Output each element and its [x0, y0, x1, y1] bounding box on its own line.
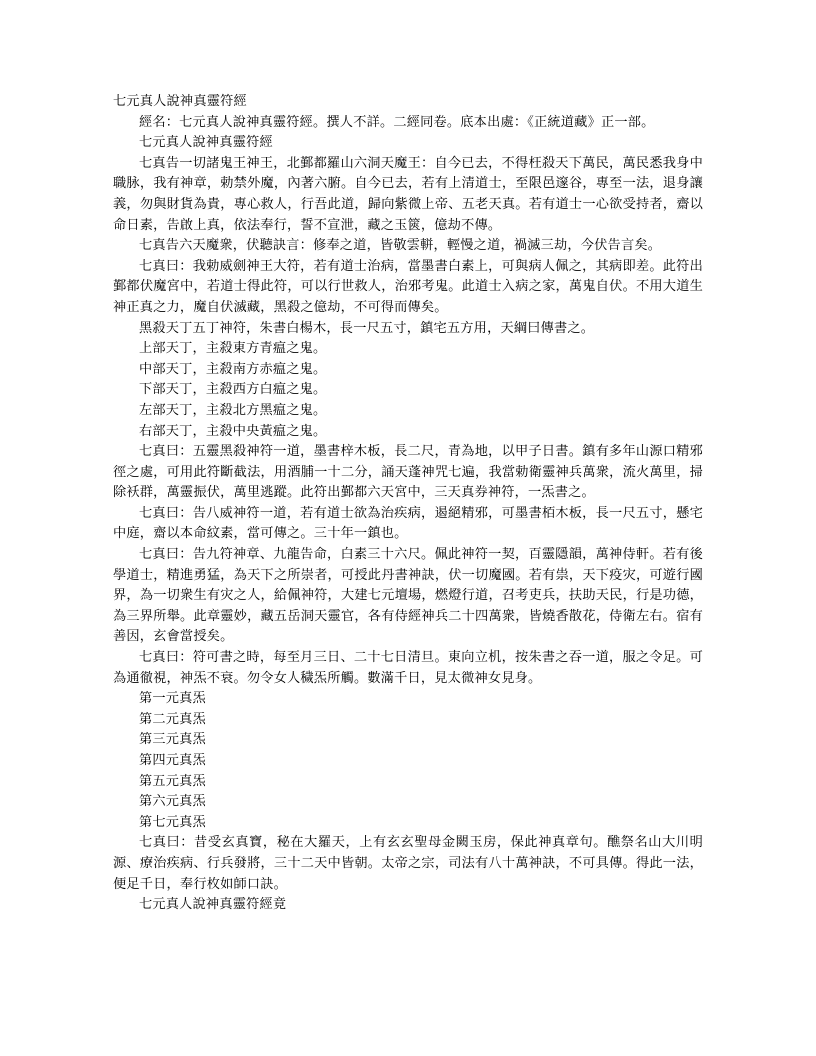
document-line: 七元真人說神真靈符經竟	[139, 897, 287, 913]
document-line: 七真曰：昔受玄真寶，秘在大羅天，上有玄玄聖母金闕玉房，保此神真章句。醮祭名山大川明源、療治疾病、行兵發將，三十二天中皆朝。太帝之宗，司法有八十萬神訣，不可具傳。得此一法，便足千日，奉行枚如師口訣。	[113, 835, 703, 892]
document-line: 第二元真炁	[139, 711, 206, 727]
document-line: 七真告六天魔衆，伏聽訣言：修奉之道，皆敬雲軿，輕慢之道，禍滅三劫，今伏告言矣。	[139, 238, 662, 254]
document-line: 第七元真炁	[139, 814, 206, 830]
document-line: 七元真人說神真靈符經	[139, 135, 273, 151]
document-line: 七真告一切諸鬼王神王，北鄞都羅山六洞天魔王：自今已去，不得枉殺天下萬民，萬民悉我身中職脉，我有神章，勅禁外魔，內著六腑。自今已去，若有上清道士，至限邑邃谷，專至一法，退身讓義，勿與財貨為貴，專心救人，行吾此道，歸向紫微上帝、五老天真。若有道士一心欲受持者，齋以命日素，告啟上真，依法奉行，誓不宣泄，藏之玉篋，億劫不傳。	[113, 155, 703, 233]
document-line: 七真曰：符可書之時，每至月三日、二十七日清旦。東向立机，按朱書之吞一道，服之令足。可為通徹視，神炁不衰。勿令女人穢炁所觸。數滿千日，見太微神女見身。	[113, 650, 703, 686]
document-line: 第三元真炁	[139, 732, 206, 748]
document-line: 黑殺天丁五丁神符，朱書白楊木，長一尺五寸，鎮宅五方用，天綱曰傳書之。	[139, 320, 595, 336]
document-line: 第四元真炁	[139, 753, 206, 768]
document-line: 七真曰：告八威神符一道，若有道士欲為治疾病，遏絕精邪，可墨書栢木板，長一尺五寸，懸宅中庭，齋以本命紋素，當可傳之。三十年一鎮也。	[113, 505, 703, 542]
document-line: 第五元真炁	[139, 773, 206, 789]
document-line: 下部天丁，主殺西方白瘟之鬼。	[139, 382, 327, 398]
document-line: 第六元真炁	[139, 794, 206, 810]
document-body	[113, 92, 703, 916]
document-line: 七真曰：五靈黑殺神符一道，墨書梓木板，長二尺，青為地，以甲子日書。鎮有多年山源口精邪徑之處，可用此符斷截法，用酒脯一十二分，誦天蓬神咒七遍，我當勅衛靈神兵萬衆，流火萬里，掃除袄群，萬靈振伏，萬里逃蹤。此符出鄞都六天宮中，三天真券神符，一炁書之。	[113, 444, 703, 501]
document-line: 上部天丁，主殺東方青瘟之鬼。	[139, 341, 327, 357]
document-line: 經名：七元真人說神真靈符經。撰人不詳。二經同卷。底本出處：《正統道藏》正一部。	[139, 114, 655, 130]
document-line: 右部天丁，主殺中央黃瘟之鬼。	[139, 423, 327, 439]
document-line: 左部天丁，主殺北方黑瘟之鬼。	[139, 402, 327, 418]
document-line: 七元真人說神真靈符經	[113, 94, 247, 109]
document-line: 中部天丁，主殺南方赤瘟之鬼。	[139, 361, 327, 377]
document-line: 七真曰：告九符神章、九龍告命，白素三十六尺。佩此神符一契，百靈隱韻，萬神侍軒。若有後學道士，精進勇猛，為天下之所崇者，可授此丹書神訣，伏一切魔國。若有祟，天下疫灾，可遊行國界，為一切衆生有灾之人，給佩神符，大建七元壇場，燃燈行道，召考吏兵，扶助天民，行是功德，為三界所舉。此章靈妙，藏五岳洞天靈官，各有侍經神兵二十四萬衆，皆燒香散花，侍衛左右。宿有善因，玄會當授矣。	[113, 547, 703, 645]
document-line: 第一元真炁	[139, 691, 206, 707]
document-line: 七真曰：我勅威劍神王大符，若有道士治病，當墨書白素上，可與病人佩之，其病即差。此符出鄞都伏魔宮中，若道士得此符，可以行世救人，治邪考鬼。此道士入病之家，萬鬼自伏。不用大道生神正真之力，魔自伏滅藏，黑殺之億劫，不可得而傳矣。	[113, 258, 703, 315]
